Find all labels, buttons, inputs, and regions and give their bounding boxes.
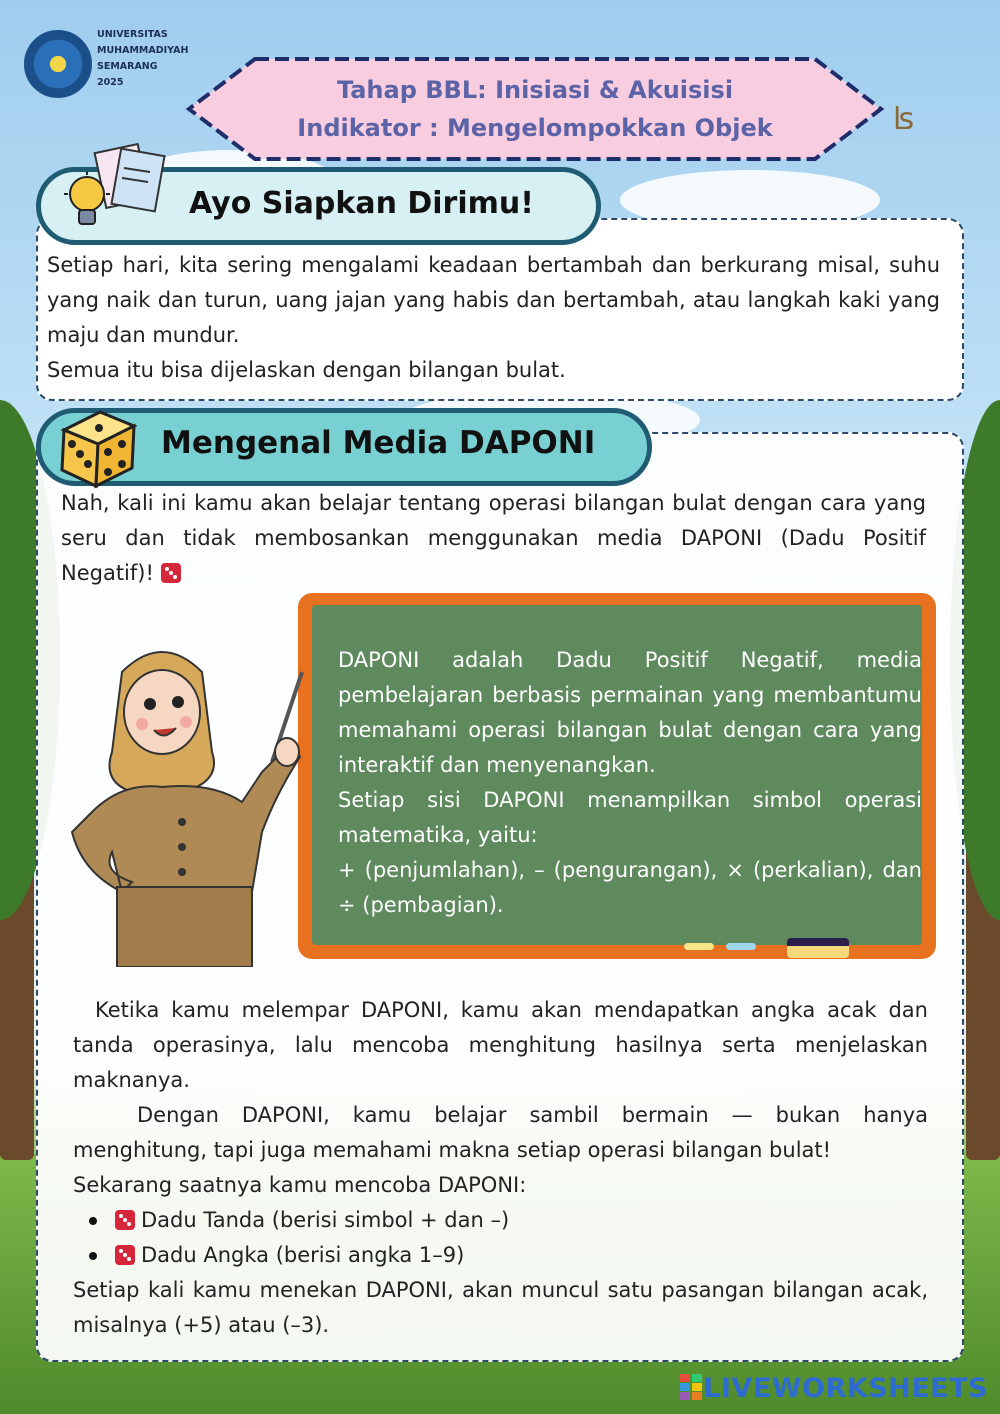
logo-line: 2025 <box>97 77 124 88</box>
chalkboard-paragraph: DAPONI adalah Dadu Positif Negatif, media pembelajaran berbasis permainan yang membantumu memahami operasi bilangan bulat dengan cara yang interaktif dan menyenangkan. <box>338 648 922 777</box>
die-emoji-icon <box>161 563 181 583</box>
chalkboard-paragraph: + (penjumlahan), – (pengurangan), × (perkalian), dan ÷ (pembagian). <box>338 858 922 917</box>
chalkboard-text <box>338 643 922 923</box>
title-banner <box>185 55 885 163</box>
indicator-title: Indikator : Mengelompokkan Objek <box>297 114 773 142</box>
chalkboard-surface <box>312 605 922 945</box>
chalk-blue <box>726 943 756 950</box>
list-item-text: Dadu Angka (berisi angka 1–9) <box>141 1243 465 1267</box>
dice-icon <box>52 402 142 492</box>
list-item <box>115 1238 928 1273</box>
section-heading: Mengenal Media DAPONI <box>161 425 596 461</box>
list-item <box>115 1203 928 1238</box>
lightbulb-icon <box>62 172 112 234</box>
die-emoji-icon <box>115 1210 135 1230</box>
liveworksheets-logo[interactable]: LIVEWORKSHEETS <box>703 1373 988 1404</box>
body-paragraph: Dengan DAPONI, kamu belajar sambil bermain — bukan hanya menghitung, tapi juga memahami makna setiap operasi bilangan bulat! <box>73 1103 928 1162</box>
chalkboard <box>298 593 936 959</box>
body-paragraph: Ketika kamu melempar DAPONI, kamu akan mendapatkan angka acak dan tanda operasinya, lalu mencoba menghitung hasilnya serta menjelaskan maknanya. <box>73 998 928 1092</box>
dice-list <box>73 1203 928 1273</box>
intro-paragraph: Setiap hari, kita sering mengalami keadaan bertambah dan berkurang misal, suhu yang naik dan turun, uang jajan yang habis dan bertambah, atau langkah kaki yang maju dan mundur. <box>47 253 940 347</box>
university-logo <box>24 30 92 98</box>
logo-line: MUHAMMADIYAH <box>97 45 189 56</box>
bird-icon: ʪ <box>893 102 915 137</box>
logo-line: SEMARANG <box>97 61 158 72</box>
liveworksheets-logo-icon <box>680 1374 704 1400</box>
body-paragraph: Sekarang saatnya kamu mencoba DAPONI: <box>73 1173 527 1197</box>
stage-title: Tahap BBL: Inisiasi & Akuisisi <box>336 76 734 104</box>
intro-paragraph: Semua itu bisa dijelaskan dengan bilangan bulat. <box>47 358 566 382</box>
chalk-yellow <box>684 943 714 950</box>
section-heading: Ayo Siapkan Dirimu! <box>189 186 534 221</box>
daponi-body <box>73 993 928 1343</box>
daponi-intro <box>61 486 926 591</box>
daponi-intro-text: Nah, kali ini kamu akan belajar tentang operasi bilangan bulat dengan cara yang seru dan tidak membosankan menggunakan media DAPONI (Dadu Positif Negatif)! <box>61 491 926 585</box>
university-name <box>97 27 188 91</box>
die-emoji-icon <box>115 1245 135 1265</box>
chalkboard-paragraph: Setiap sisi DAPONI menampilkan simbol operasi matematika, yaitu: <box>338 788 922 847</box>
eraser-icon <box>787 938 849 958</box>
logo-line: UNIVERSITAS <box>97 29 168 40</box>
intro-text <box>47 248 940 388</box>
teacher-illustration <box>62 632 307 967</box>
list-item-text: Dadu Tanda (berisi simbol + dan –) <box>141 1208 510 1232</box>
body-paragraph: Setiap kali kamu menekan DAPONI, akan muncul satu pasangan bilangan acak, misalnya (+5) atau (–3). <box>73 1278 928 1337</box>
